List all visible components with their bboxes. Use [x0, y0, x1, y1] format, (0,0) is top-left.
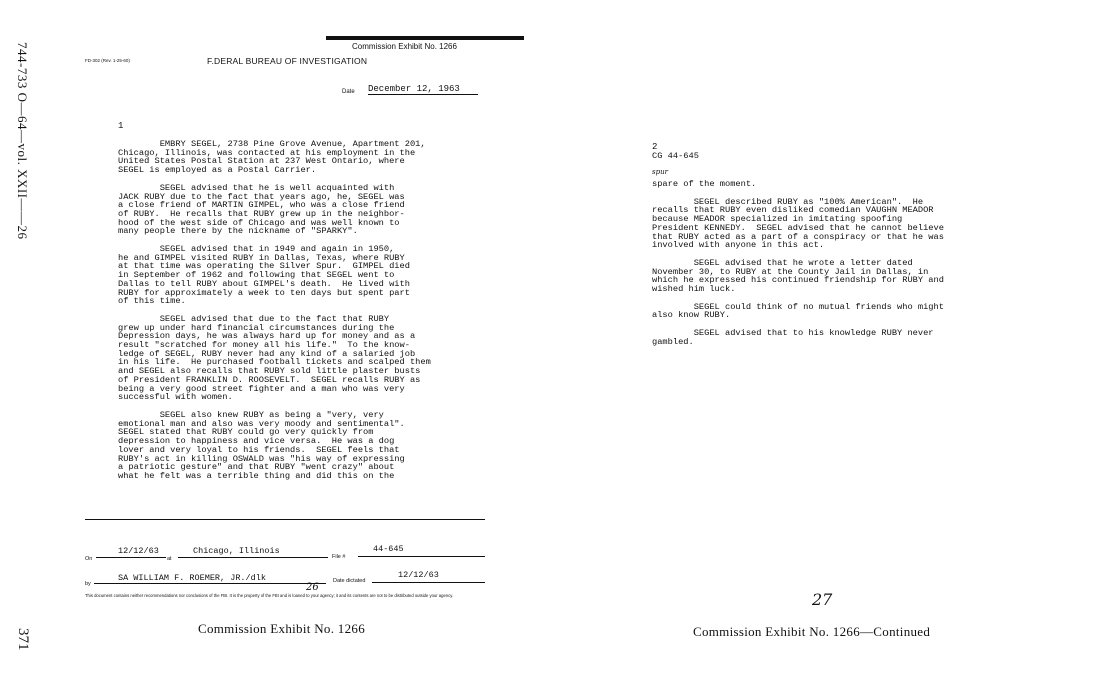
page-marker-left: 1: [118, 121, 124, 131]
field-line: [96, 557, 166, 558]
dictated-date: 12/12/63: [398, 570, 439, 580]
report-date: December 12, 1963: [368, 84, 478, 95]
file-number: 44-645: [373, 544, 404, 554]
field-line: [358, 556, 485, 557]
dictated-label: Date dictated: [333, 578, 366, 584]
on-date: 12/12/63: [118, 546, 159, 556]
field-line: [178, 557, 328, 558]
paragraph: SEGEL advised that due to the fact that RUBY grew up under hard financial circumstances during the Depression days, he was always hard up for money and as a result "scratched for money all his life." To the know- ledge of SEGEL, RUBY never had any kind of a salaried job in his life. He purchased football tickets and scalped them and SEGEL also recalls that RUBY sold little plaster busts of President FRANKLIN D. ROOSEVELT. SEGEL recalls RUBY as being a very good street fighter and a man who was very successful with women.: [118, 313, 431, 403]
paragraph: SEGEL could think of no mutual friends who might also know RUBY.: [652, 301, 944, 321]
exhibit-caption-left: Commission Exhibit No. 1266: [198, 621, 366, 636]
footer-rule: [85, 519, 485, 520]
form-number: FD-302 (Rev. 1-25-60): [85, 58, 130, 63]
file-reference: CG 44-645: [652, 151, 699, 161]
at-location: Chicago, Illinois: [193, 546, 280, 556]
exhibit-caption-right: Commission Exhibit No. 1266—Continued: [693, 624, 931, 639]
disclaimer: This document contains neither recommendations nor conclusions of the FBI. It is the property of the FBI and is loaned to your agency; it and its contents are not to be distributed outside your agency.: [85, 593, 454, 598]
date-label: Date: [342, 89, 355, 95]
paragraph: SEGEL advised that he is well acquainted with JACK RUBY due to the fact that years ago, he, SEGEL was a close friend of MARTIN GIMPEL, who was a close friend of RUBY. He recalls that RUBY grew up in the neighbor- hood of the west side of Chicago and was well known to many people there by the nickname of "SPARKY".: [118, 182, 405, 237]
field-line: [372, 582, 485, 583]
page-number: 371: [15, 628, 31, 651]
handwritten-mark: 26: [306, 582, 319, 593]
at-label: at: [167, 556, 172, 562]
left-body: [118, 140, 431, 481]
paragraph: SEGEL advised that to his knowledge RUBY never gambled.: [652, 328, 934, 347]
agent-name: SA WILLIAM F. ROEMER, JR./dlk: [118, 573, 266, 583]
paragraph: SEGEL also knew RUBY as being a "very, very emotional man and also was very moody and sentimental". SEGEL stated that RUBY could go very quickly from depression to happiness and vice versa. He was a dog lover and very loyal to his friends. SEGEL feels that RUBY's act in killing OSWALD was "his way of expressing a patriotic gesture" and that RUBY "went crazy" about what he felt was a terrible thing and did this on the: [118, 409, 405, 481]
paragraph: SEGEL described RUBY as "100% American". He recalls that RUBY even disliked comedian VAUGHN MEADOR because MEADOR specialized in imitating spoofing President KENNEDY. SEGEL advised that he cannot believe that RUBY acted as a part of a conspiracy or that he was involved with anyone in this act.: [652, 196, 944, 251]
paragraph: spare of the moment.: [652, 179, 757, 189]
right-body: [652, 180, 944, 347]
by-label: by: [85, 581, 91, 587]
on-label: On: [85, 556, 93, 562]
exhibit-header: Commission Exhibit No. 1266: [352, 42, 457, 51]
handwritten-page-number: 27: [812, 590, 833, 609]
volume-margin-note: 744-733 O—64—vol. XXII——26: [15, 42, 30, 240]
field-line: [94, 583, 326, 584]
page-marker-right: 2: [652, 142, 658, 152]
header-bar: [326, 36, 524, 40]
handwritten-note: spur: [652, 168, 668, 176]
agency-title: F.DERAL BUREAU OF INVESTIGATION: [207, 56, 368, 66]
paragraph: SEGEL advised that he wrote a letter dated November 30, to RUBY at the County Jail in Dallas, in which he expressed his continued friendship for RUBY and wished him luck.: [652, 257, 944, 295]
paragraph: EMBRY SEGEL, 2738 Pine Grove Avenue, Apartment 201, Chicago, Illinois, was contacted at his employment in the United States Postal Station at 237 West Ontario, where SEGEL is employed as a Postal Carrier.: [118, 139, 426, 176]
file-label: File #: [332, 554, 346, 560]
paragraph: SEGEL advised that in 1949 and again in 1950, he and GIMPEL visited RUBY in Dallas, Texas, where RUBY at that time was operating the Silver Spur. GIMPEL died in September of 1962 and following that SEGEL went to Dallas to tell RUBY about GIMPEL's death. He lived with RUBY for approximately a week to ten days but spent part of this time.: [118, 244, 410, 307]
